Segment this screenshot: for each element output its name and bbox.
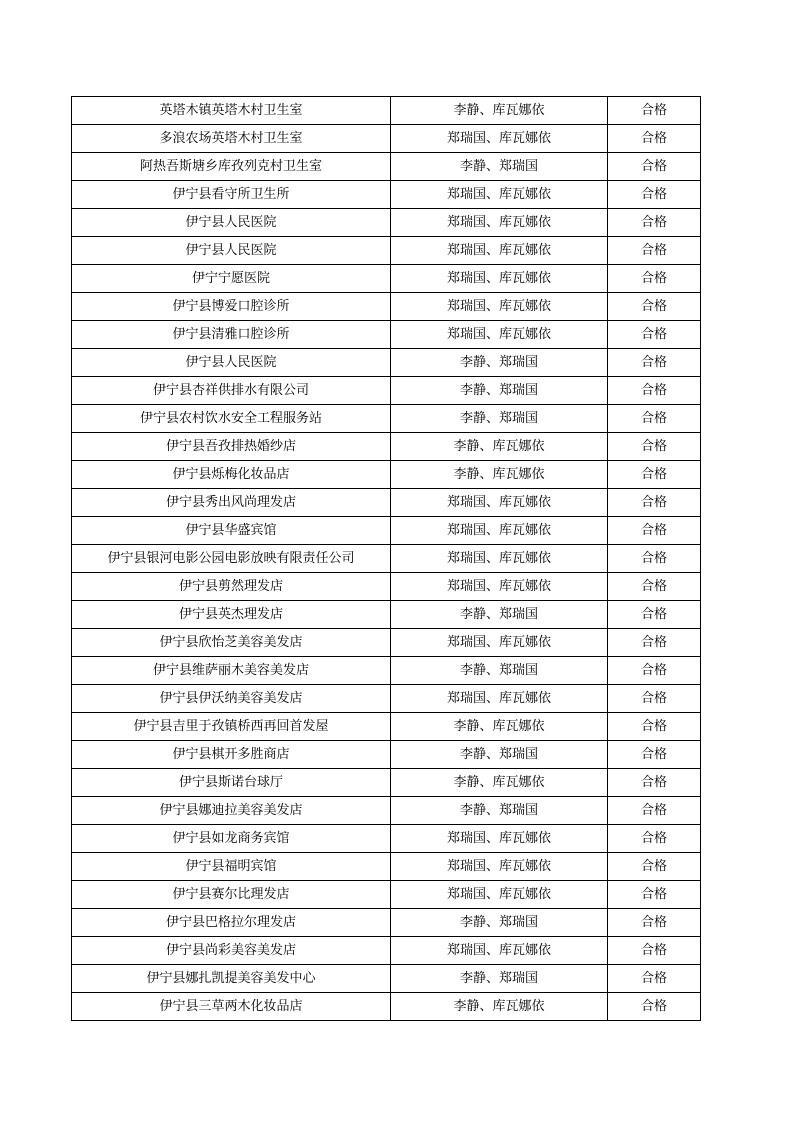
unit-name-cell: 伊宁县伊沃纳美容美发店 bbox=[72, 685, 391, 713]
result-cell: 合格 bbox=[608, 265, 701, 293]
result-cell: 合格 bbox=[608, 405, 701, 433]
inspectors-cell: 郑瑞国、库瓦娜依 bbox=[391, 321, 608, 349]
inspectors-cell: 郑瑞国、库瓦娜依 bbox=[391, 293, 608, 321]
inspectors-cell: 郑瑞国、库瓦娜依 bbox=[391, 517, 608, 545]
unit-name-cell: 伊宁县赛尔比理发店 bbox=[72, 881, 391, 909]
unit-name-cell: 伊宁县剪然理发店 bbox=[72, 573, 391, 601]
table-row bbox=[72, 657, 701, 685]
table-row bbox=[72, 993, 701, 1021]
result-cell: 合格 bbox=[608, 853, 701, 881]
table-row bbox=[72, 349, 701, 377]
table-row bbox=[72, 377, 701, 405]
unit-name-cell: 伊宁县欣怡芝美容美发店 bbox=[72, 629, 391, 657]
table-row bbox=[72, 601, 701, 629]
unit-name-cell: 伊宁县银河电影公园电影放映有限责任公司 bbox=[72, 545, 391, 573]
unit-name-cell: 伊宁县维萨丽木美容美发店 bbox=[72, 657, 391, 685]
table-body bbox=[72, 97, 701, 1021]
inspectors-cell: 李静、郑瑞国 bbox=[391, 377, 608, 405]
result-cell: 合格 bbox=[608, 433, 701, 461]
result-cell: 合格 bbox=[608, 629, 701, 657]
table-row bbox=[72, 937, 701, 965]
unit-name-cell: 伊宁县棋开多胜商店 bbox=[72, 741, 391, 769]
inspectors-cell: 郑瑞国、库瓦娜依 bbox=[391, 489, 608, 517]
inspectors-cell: 郑瑞国、库瓦娜依 bbox=[391, 573, 608, 601]
inspectors-cell: 郑瑞国、库瓦娜依 bbox=[391, 237, 608, 265]
unit-name-cell: 伊宁县杏祥供排水有限公司 bbox=[72, 377, 391, 405]
table-row bbox=[72, 461, 701, 489]
inspectors-cell: 李静、郑瑞国 bbox=[391, 965, 608, 993]
result-cell: 合格 bbox=[608, 797, 701, 825]
table-row bbox=[72, 853, 701, 881]
inspectors-cell: 李静、库瓦娜依 bbox=[391, 713, 608, 741]
result-cell: 合格 bbox=[608, 181, 701, 209]
unit-name-cell: 英塔木镇英塔木村卫生室 bbox=[72, 97, 391, 125]
unit-name-cell: 伊宁县人民医院 bbox=[72, 237, 391, 265]
table-row bbox=[72, 125, 701, 153]
inspectors-cell: 李静、库瓦娜依 bbox=[391, 993, 608, 1021]
inspectors-cell: 郑瑞国、库瓦娜依 bbox=[391, 937, 608, 965]
table-row bbox=[72, 265, 701, 293]
document-page bbox=[71, 96, 700, 1021]
table-row bbox=[72, 741, 701, 769]
inspectors-cell: 李静、库瓦娜依 bbox=[391, 433, 608, 461]
result-cell: 合格 bbox=[608, 937, 701, 965]
table-row bbox=[72, 517, 701, 545]
unit-name-cell: 伊宁县看守所卫生所 bbox=[72, 181, 391, 209]
result-cell: 合格 bbox=[608, 125, 701, 153]
unit-name-cell: 伊宁宁愿医院 bbox=[72, 265, 391, 293]
inspectors-cell: 李静、郑瑞国 bbox=[391, 405, 608, 433]
result-cell: 合格 bbox=[608, 489, 701, 517]
unit-name-cell: 伊宁县博爱口腔诊所 bbox=[72, 293, 391, 321]
table-row bbox=[72, 825, 701, 853]
result-cell: 合格 bbox=[608, 377, 701, 405]
unit-name-cell: 伊宁县福明宾馆 bbox=[72, 853, 391, 881]
unit-name-cell: 伊宁县英杰理发店 bbox=[72, 601, 391, 629]
unit-name-cell: 伊宁县如龙商务宾馆 bbox=[72, 825, 391, 853]
unit-name-cell: 阿热吾斯塘乡库孜列克村卫生室 bbox=[72, 153, 391, 181]
inspectors-cell: 郑瑞国、库瓦娜依 bbox=[391, 881, 608, 909]
table-row bbox=[72, 209, 701, 237]
result-cell: 合格 bbox=[608, 209, 701, 237]
inspectors-cell: 郑瑞国、库瓦娜依 bbox=[391, 629, 608, 657]
table-row bbox=[72, 237, 701, 265]
unit-name-cell: 伊宁县斯诺台球厅 bbox=[72, 769, 391, 797]
unit-name-cell: 伊宁县吉里于孜镇桥西再回首发屋 bbox=[72, 713, 391, 741]
table-row bbox=[72, 181, 701, 209]
table-row bbox=[72, 321, 701, 349]
table-row bbox=[72, 545, 701, 573]
inspectors-cell: 郑瑞国、库瓦娜依 bbox=[391, 209, 608, 237]
unit-name-cell: 多浪农场英塔木村卫生室 bbox=[72, 125, 391, 153]
inspectors-cell: 郑瑞国、库瓦娜依 bbox=[391, 853, 608, 881]
unit-name-cell: 伊宁县巴格拉尔理发店 bbox=[72, 909, 391, 937]
unit-name-cell: 伊宁县烁梅化妆品店 bbox=[72, 461, 391, 489]
result-cell: 合格 bbox=[608, 461, 701, 489]
result-cell: 合格 bbox=[608, 321, 701, 349]
unit-name-cell: 伊宁县娜迪拉美容美发店 bbox=[72, 797, 391, 825]
inspectors-cell: 李静、库瓦娜依 bbox=[391, 461, 608, 489]
result-cell: 合格 bbox=[608, 685, 701, 713]
inspectors-cell: 郑瑞国、库瓦娜依 bbox=[391, 545, 608, 573]
result-cell: 合格 bbox=[608, 517, 701, 545]
inspectors-cell: 李静、郑瑞国 bbox=[391, 601, 608, 629]
unit-name-cell: 伊宁县三草两木化妆品店 bbox=[72, 993, 391, 1021]
table-row bbox=[72, 293, 701, 321]
inspectors-cell: 李静、郑瑞国 bbox=[391, 909, 608, 937]
result-cell: 合格 bbox=[608, 657, 701, 685]
result-cell: 合格 bbox=[608, 237, 701, 265]
inspectors-cell: 李静、郑瑞国 bbox=[391, 349, 608, 377]
table-row bbox=[72, 489, 701, 517]
unit-name-cell: 伊宁县农村饮水安全工程服务站 bbox=[72, 405, 391, 433]
result-cell: 合格 bbox=[608, 741, 701, 769]
table-row bbox=[72, 797, 701, 825]
unit-name-cell: 伊宁县人民医院 bbox=[72, 349, 391, 377]
unit-name-cell: 伊宁县秀出风尚理发店 bbox=[72, 489, 391, 517]
inspectors-cell: 李静、郑瑞国 bbox=[391, 741, 608, 769]
result-cell: 合格 bbox=[608, 881, 701, 909]
result-cell: 合格 bbox=[608, 97, 701, 125]
result-cell: 合格 bbox=[608, 601, 701, 629]
inspectors-cell: 李静、郑瑞国 bbox=[391, 153, 608, 181]
inspectors-cell: 郑瑞国、库瓦娜依 bbox=[391, 825, 608, 853]
inspectors-cell: 郑瑞国、库瓦娜依 bbox=[391, 181, 608, 209]
unit-name-cell: 伊宁县清雅口腔诊所 bbox=[72, 321, 391, 349]
inspectors-cell: 郑瑞国、库瓦娜依 bbox=[391, 685, 608, 713]
inspectors-cell: 李静、库瓦娜依 bbox=[391, 97, 608, 125]
unit-name-cell: 伊宁县尚彩美容美发店 bbox=[72, 937, 391, 965]
table-row bbox=[72, 573, 701, 601]
result-cell: 合格 bbox=[608, 293, 701, 321]
result-cell: 合格 bbox=[608, 713, 701, 741]
table-row bbox=[72, 909, 701, 937]
table-row bbox=[72, 153, 701, 181]
unit-name-cell: 伊宁县人民医院 bbox=[72, 209, 391, 237]
result-cell: 合格 bbox=[608, 545, 701, 573]
unit-name-cell: 伊宁县华盛宾馆 bbox=[72, 517, 391, 545]
table-row bbox=[72, 965, 701, 993]
result-cell: 合格 bbox=[608, 965, 701, 993]
table-row bbox=[72, 713, 701, 741]
table-row bbox=[72, 433, 701, 461]
table-row bbox=[72, 405, 701, 433]
result-cell: 合格 bbox=[608, 909, 701, 937]
result-cell: 合格 bbox=[608, 825, 701, 853]
unit-name-cell: 伊宁县娜扎凯提美容美发中心 bbox=[72, 965, 391, 993]
result-cell: 合格 bbox=[608, 769, 701, 797]
result-cell: 合格 bbox=[608, 573, 701, 601]
result-cell: 合格 bbox=[608, 993, 701, 1021]
unit-name-cell: 伊宁县吾孜排热婚纱店 bbox=[72, 433, 391, 461]
inspectors-cell: 李静、库瓦娜依 bbox=[391, 769, 608, 797]
result-cell: 合格 bbox=[608, 153, 701, 181]
inspectors-cell: 郑瑞国、库瓦娜依 bbox=[391, 125, 608, 153]
table-row bbox=[72, 97, 701, 125]
inspectors-cell: 郑瑞国、库瓦娜依 bbox=[391, 265, 608, 293]
table-row bbox=[72, 685, 701, 713]
table-row bbox=[72, 629, 701, 657]
inspectors-cell: 李静、郑瑞国 bbox=[391, 797, 608, 825]
result-cell: 合格 bbox=[608, 349, 701, 377]
table-row bbox=[72, 769, 701, 797]
inspectors-cell: 李静、郑瑞国 bbox=[391, 657, 608, 685]
table-row bbox=[72, 881, 701, 909]
inspection-table bbox=[71, 96, 701, 1021]
